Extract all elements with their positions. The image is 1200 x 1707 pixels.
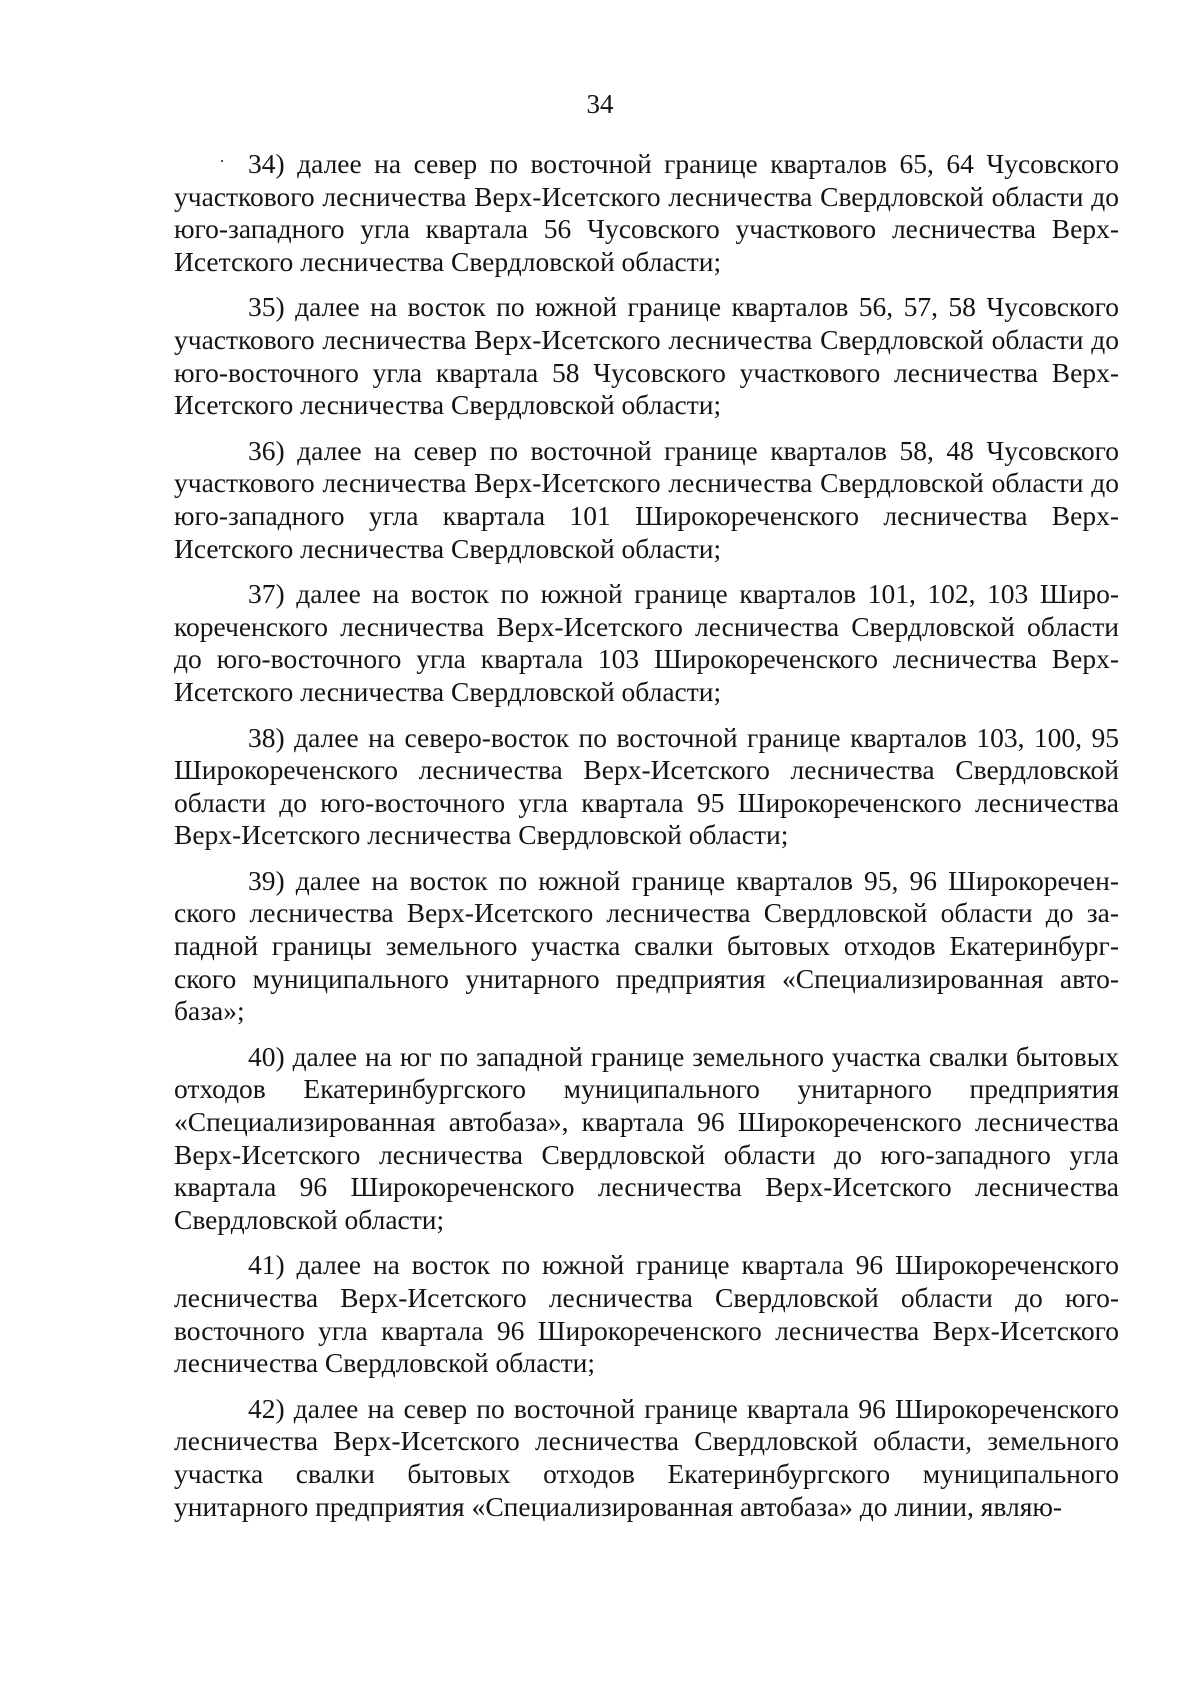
paragraph-38: 38) далее на северо-восток по восточной границе кварталов 103, 100, 95 Широкореченского лесничества Верх-Исетского лесничества Свердловской области до юго-восточного угла квартала 95 Широкореченского лесничества Верх-Исетского лесничества Свердловской области; <box>174 721 1119 851</box>
paragraph-41: 41) далее на восток по южной границе квартала 96 Широкореченского лесничества Верх-Исетского лесничества Свердловской области до юго-восточного угла квартала 96 Широкореченского лесничества Верх-Исетского лесничества Свердловской области; <box>174 1249 1119 1379</box>
paragraph-42: 42) далее на север по восточной границе квартала 96 Широкореченского лесничества Верх-Исетского лесничества Свердловской области, земельного участка свалки бытовых отходов Екатеринбургского муниципального унитарного предприятия «Специализированная автобаза» до линии, являю- <box>174 1392 1119 1522</box>
page-number: 34 <box>586 89 614 119</box>
paragraph-40: 40) далее на юг по западной границе земельного участка свалки бытовых отходов Екатеринбургского муниципального унитарного предприятия «Специализированная автобаза», квартала 96 Широкореченского лесничества Верх-Исетского лесничества Свердловской области до юго-западного угла квартала 96 Широкореченского лесничества Верх-Исетского лесничества Свердловской области; <box>174 1040 1119 1235</box>
paragraph-36: 36) далее на север по восточной границе кварталов 58, 48 Чусовского участкового лесничества Верх-Исетского лесничества Свердловской области до юго-западного угла квартала 101 Широкореченского лесничества Верх-Исетского лесничества Свердловской области; <box>174 434 1119 564</box>
paragraph-35: 35) далее на восток по южной границе кварталов 56, 57, 58 Чусовского участкового лесничества Верх-Исетского лесничества Свердловской области до юго-восточного угла квартала 58 Чусовского участкового лесничества Верх-Исетского лесничества Свердловской области; <box>174 291 1119 421</box>
document-body <box>174 148 1119 1536</box>
paragraph-39: 39) далее на восток по южной границе кварталов 95, 96 Широкореченского лесничества Верх-Исетского лесничества Свердловской области до западной границы земельного участка свалки бытовых отходов Екатеринбургского муниципального унитарного предприятия «Специализированная автобаза»; <box>174 864 1119 1027</box>
paragraph-34: 34) далее на север по восточной границе кварталов 65, 64 Чусовского участкового лесничества Верх-Исетского лесничества Свердловской области до юго-западного угла квартала 56 Чусовского участкового лесничества Верх-Исетского лесничества Свердловской области; <box>174 148 1119 277</box>
paragraph-37: 37) далее на восток по южной границе кварталов 101, 102, 103 Широкореченского лесничества Верх-Исетского лесничества Свердловской области до юго-восточного угла квартала 103 Широкореченского лесничества Верх-Исетского лесничества Свердловской области; <box>174 578 1119 707</box>
